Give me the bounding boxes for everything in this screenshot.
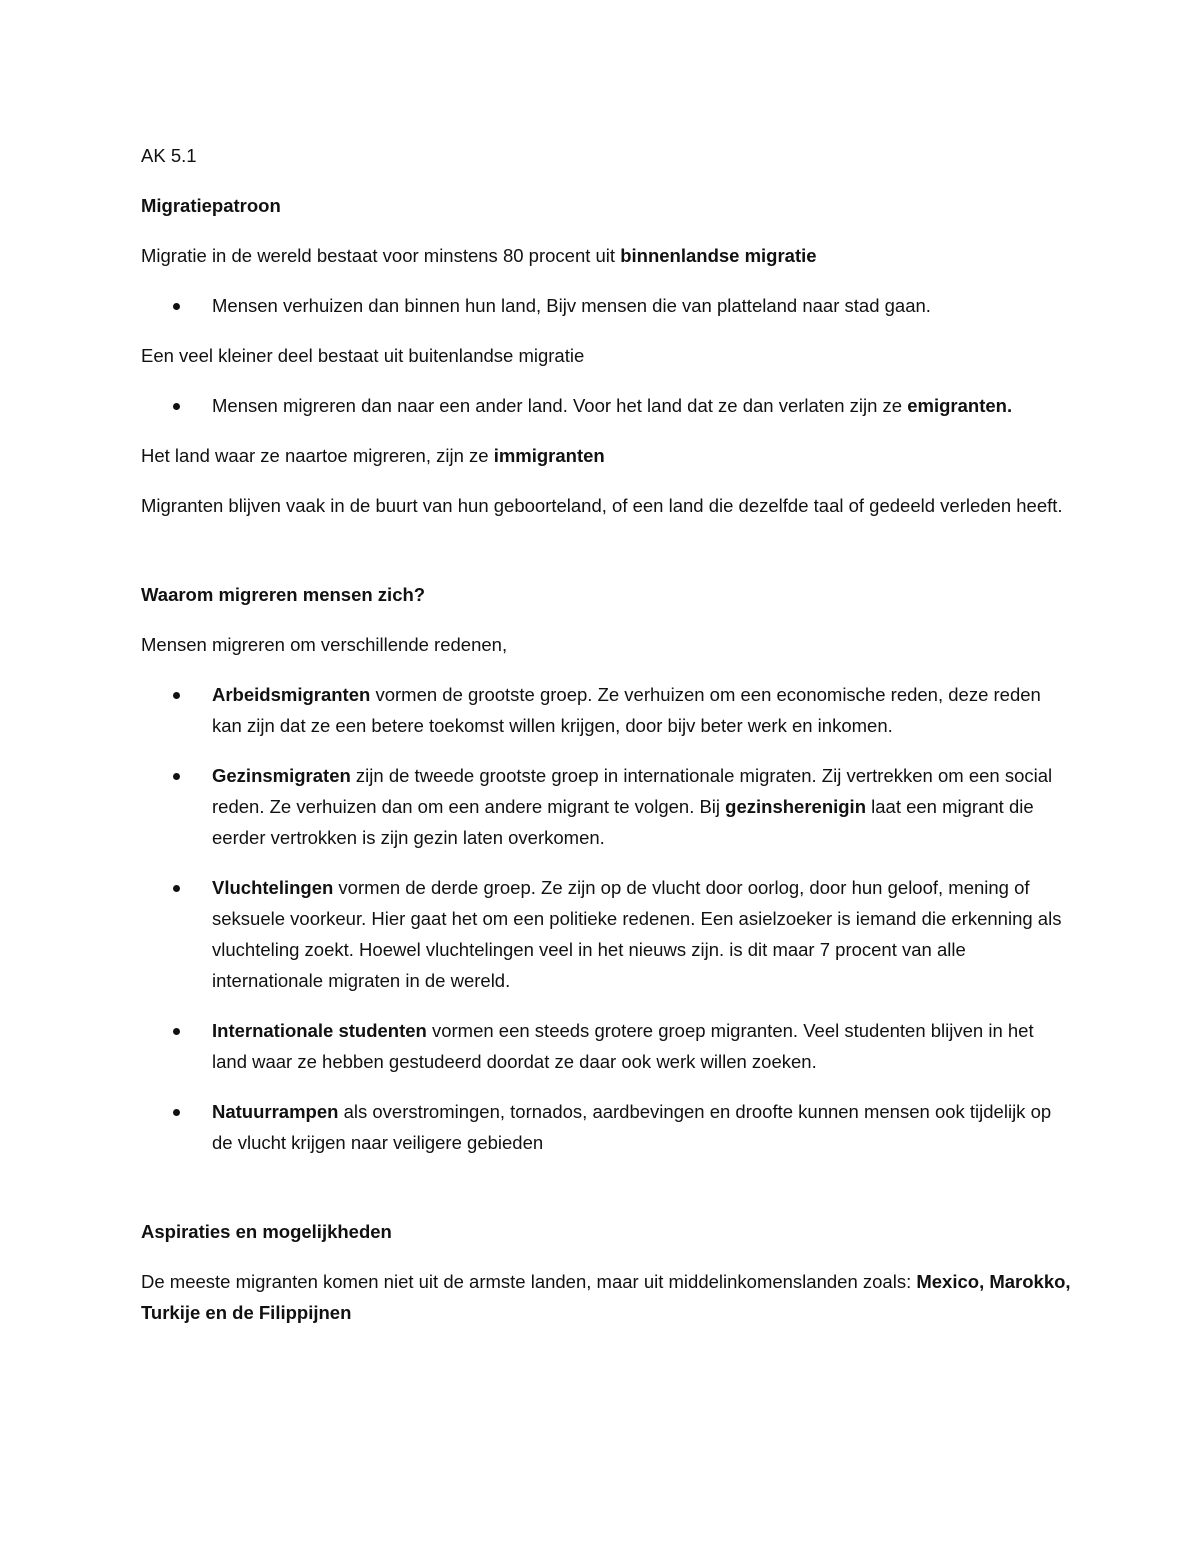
list-item-text: vormen een steeds grotere groep migranten. Veel studenten blijven in het land waar ze hebben gestudeerd doordat ze daar ook werk willen zoeken. [212, 1020, 1034, 1072]
paragraph-text: De meeste migranten komen niet uit de armste landen, maar uit middelinkomenslanden zoals: [141, 1271, 917, 1292]
bold-term: Arbeidsmigranten [212, 684, 371, 705]
bullet-icon [173, 1028, 180, 1035]
list-item-text: laat een migrant die eerder vertrokken is zijn gezin laten overkomen. [212, 796, 1034, 848]
bold-term: gezinsherenigin [725, 796, 866, 817]
bold-term: Vluchtelingen [212, 877, 334, 898]
list-item [141, 872, 1071, 996]
section-heading-migratiepatroon: Migratiepatroon [141, 195, 281, 216]
list-item-text: Mensen migreren dan naar een ander land. Voor het land dat ze dan verlaten zijn ze [212, 395, 908, 416]
list-item-text: zijn de tweede grootste groep in internationale migraten. Zij vertrekken om een social reden. Ze verhuizen dan om een andere migrant te volgen. Bij [212, 765, 1053, 817]
section-heading-aspiraties: Aspiraties en mogelijkheden [141, 1221, 392, 1242]
bold-term: Natuurrampen [212, 1101, 339, 1122]
document-body [141, 140, 1071, 1347]
list-item [141, 1015, 1071, 1077]
bold-term: emigranten [907, 395, 1007, 416]
bullet-icon [173, 692, 180, 699]
bold-term: Internationale studenten [212, 1020, 427, 1041]
bullet-list-redenen [141, 679, 1071, 1158]
paragraph-middelinkomenslanden [141, 1266, 1071, 1328]
bullet-icon [173, 885, 180, 892]
paragraph-text: Migratie in de wereld bestaat voor minstens 80 procent uit [141, 245, 621, 266]
bullet-list-2 [141, 390, 1071, 421]
spacer [141, 1177, 1071, 1216]
list-item-text: vormen de grootste groep. Ze verhuizen om een economische reden, deze reden kan zijn dat ze een betere toekomst willen krijgen, door bijv beter werk en inkomen. [212, 684, 1041, 736]
bold-term: immigranten [493, 445, 605, 466]
list-item [141, 1096, 1071, 1158]
paragraph-text: Het land waar ze naartoe migreren, zijn ze [141, 445, 494, 466]
paragraph-geboorteland: Migranten blijven vaak in de buurt van hun geboorteland, of een land die dezelfde taal of gedeeld verleden heeft. [141, 495, 1063, 516]
bullet-icon [173, 303, 180, 310]
paragraph-redenen: Mensen migreren om verschillende redenen, [141, 634, 508, 655]
list-item-text: vormen de derde groep. Ze zijn op de vlucht door oorlog, door hun geloof, mening of seksuele voorkeur. Hier gaat het om een politieke redenen. Een asielzoeker is iemand die erkenning als vluchteling zoekt. Hoewel vluchtelingen veel in het nieuws zijn. is dit maar 7 procent van alle internationale migraten in de wereld. [212, 877, 1062, 991]
bold-term: Gezinsmigraten [212, 765, 351, 786]
list-item-tail: . [1006, 395, 1013, 416]
bullet-list-1 [141, 290, 1071, 321]
list-item-text: Mensen verhuizen dan binnen hun land, Bijv mensen die van platteland naar stad gaan. [212, 295, 931, 316]
list-item-text: als overstromingen, tornados, aardbevingen en droofte kunnen mensen ook tijdelijk op de vlucht krijgen naar veiligere gebieden [212, 1101, 1052, 1153]
bold-term: Mexico, Marokko, Turkije en de Filippijnen [141, 1271, 1071, 1323]
list-item [141, 679, 1071, 741]
section-heading-waarom: Waarom migreren mensen zich? [141, 584, 426, 605]
paragraph-immigranten [141, 440, 1071, 471]
paragraph-buitenlandse: Een veel kleiner deel bestaat uit buitenlandse migratie [141, 345, 585, 366]
bullet-icon [173, 403, 180, 410]
list-item [141, 290, 1071, 321]
bullet-icon [173, 773, 180, 780]
list-item [141, 390, 1071, 421]
list-item [141, 760, 1071, 853]
document-title: AK 5.1 [141, 145, 197, 166]
spacer [141, 540, 1071, 579]
bullet-icon [173, 1109, 180, 1116]
paragraph-binnenlandse [141, 240, 1071, 271]
bold-term: binnenlandse migratie [620, 245, 817, 266]
